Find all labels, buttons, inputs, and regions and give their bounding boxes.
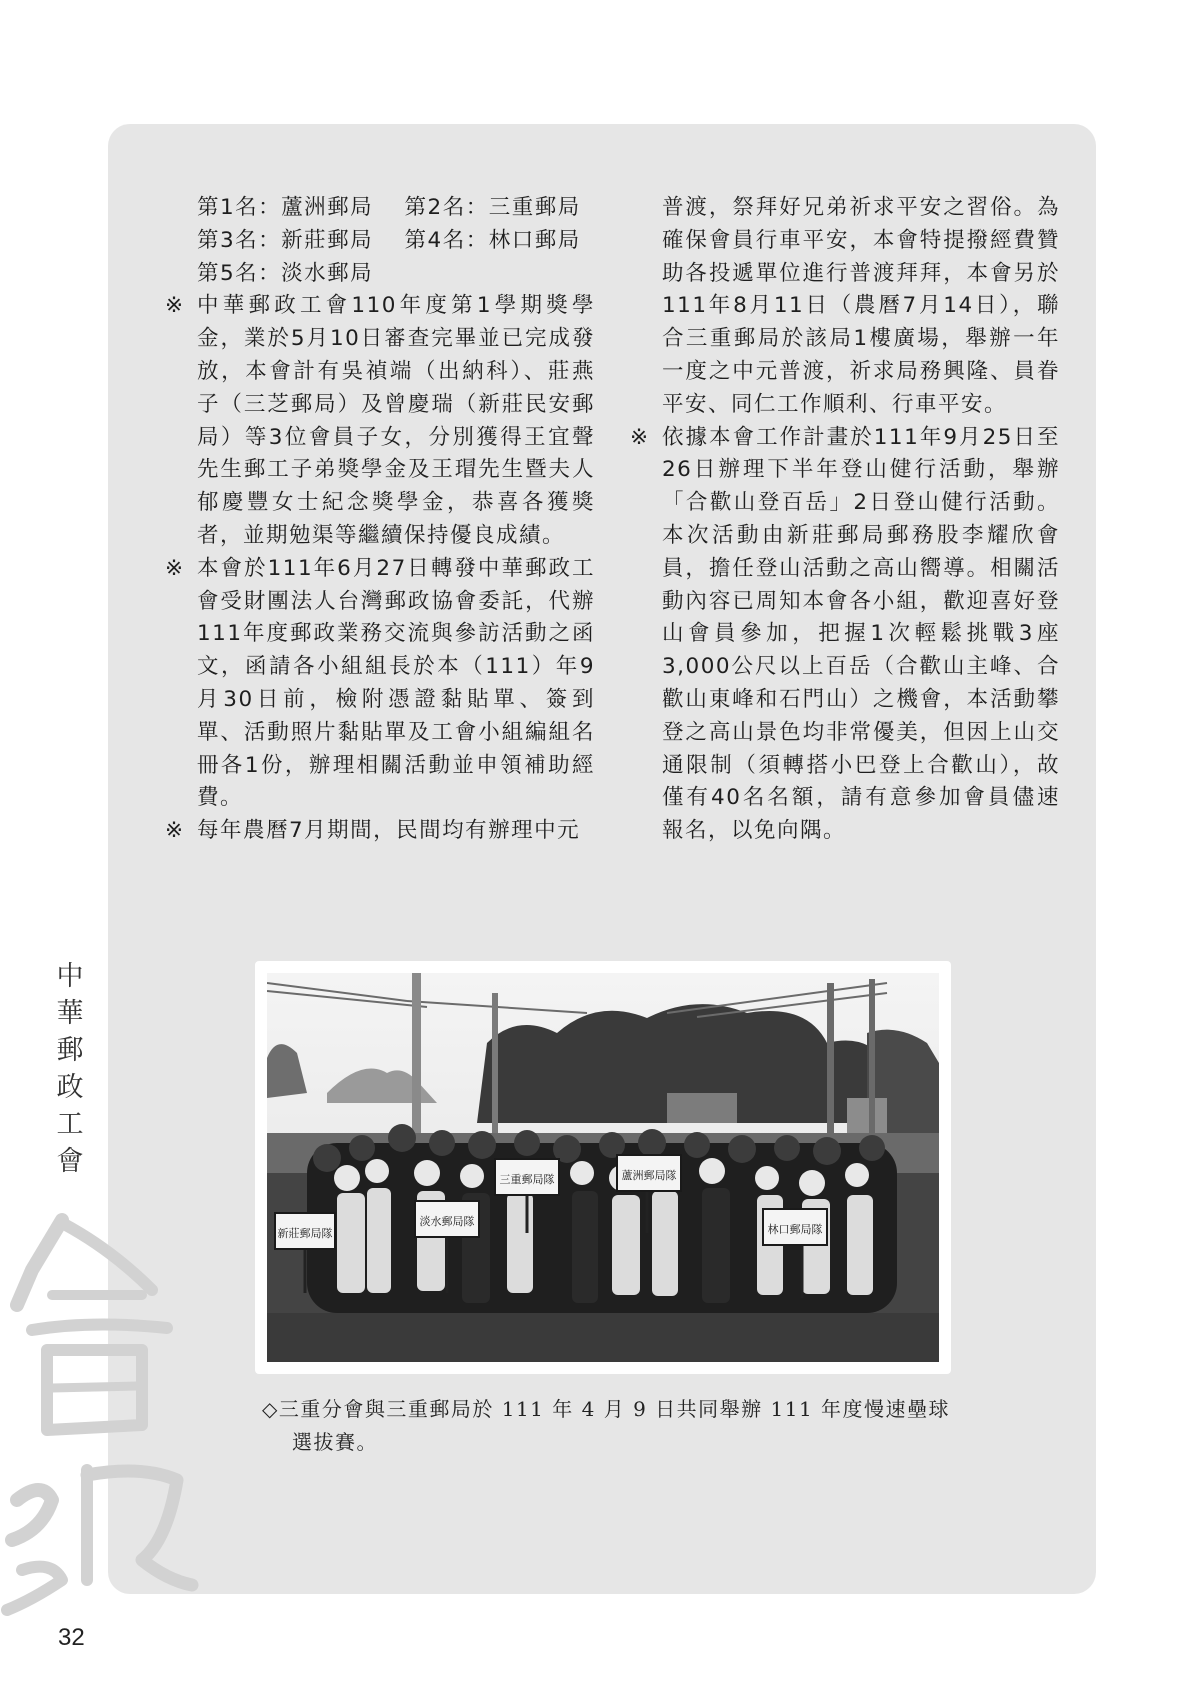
notice-text: 中華郵政工會110年度第1學期獎學金，業於5月10日審查完畢並已完成發放，本會計有吳禎端（出納科）、莊燕子（三芝郵局）及曾慶瑞（新莊民安郵局）等3位會員子女，分別獲得王宜聲先生郵工子弟獎學金及王瑁先生暨夫人郁慶豐女士紀念獎學金，恭喜各獲獎者，並期勉渠等繼續保持優良成績。 — [197, 293, 595, 548]
reference-mark: ※ — [630, 424, 650, 450]
photo-sign-luzhou: 蘆洲郵局隊 — [621, 1169, 677, 1182]
ranking-line-1: 第1名：蘆洲郵局 第2名：三重郵局 — [197, 195, 581, 220]
notice-item-hiking — [630, 422, 1060, 848]
reference-mark: ※ — [165, 555, 185, 581]
photo-sign-linkou: 林口郵局隊 — [767, 1223, 823, 1236]
notice-text: 本會於111年6月27日轉發中華郵政工會受財團法人台灣郵政協會委託，代辦111年度郵政業務交流與參訪活動之函文，函請各小組組長於本（111）年9月30日前，檢附憑證黏貼單、簽到單、活動照片黏貼單及工會小組編組名冊各1份，辦理相關活動並申領補助經費。 — [197, 555, 595, 811]
notice-text: 每年農曆7月期間，民間均有辦理中元 — [197, 818, 581, 844]
photo-sign-sanchong: 三重郵局隊 — [499, 1173, 555, 1186]
reference-mark: ※ — [165, 293, 185, 319]
left-column — [165, 192, 595, 848]
page-number: 32 — [58, 1624, 85, 1651]
ranking-list — [165, 192, 595, 290]
notice-item-ghost-festival — [165, 815, 595, 848]
photo-sign-xinzhuang: 新莊郵局隊 — [277, 1227, 333, 1240]
photo-sign-tamsui: 淡水郵局隊 — [419, 1215, 475, 1228]
photo-caption — [262, 1393, 962, 1459]
softball-team-photo — [267, 973, 939, 1362]
ranking-line-3: 第5名：淡水郵局 — [197, 260, 374, 286]
caption-line-2: 選拔賽。 — [292, 1430, 378, 1454]
watermark-calligraphy — [0, 1200, 202, 1620]
reference-mark: ※ — [165, 818, 185, 844]
side-title: 中華郵政工會 — [56, 961, 84, 1177]
notice-item-scholarship — [165, 290, 595, 552]
notice-continuation: 普渡，祭拜好兄弟祈求平安之習俗。為確保會員行車平安，本會特提撥經費贊助各投遞單位進行普渡拜拜，本會另於111年8月11日（農曆7月14日），聯合三重郵局於該局1樓廣場，舉辦一年一度之中元普渡，祈求局務興隆、員眷平安、同仁工作順利、行車平安。 — [662, 195, 1060, 417]
right-column — [630, 192, 1060, 848]
caption-line-1: ◇三重分會與三重郵局於 111 年 4 月 9 日共同舉辦 111 年度慢速壘球 — [262, 1397, 951, 1421]
ranking-line-2: 第3名：新莊郵局 第4名：林口郵局 — [197, 227, 581, 253]
notice-text: 依據本會工作計畫於111年9月25日至26日辦理下半年登山健行活動，舉辦「合歡山登百岳」2日登山健行活動。本次活動由新莊郵局郵務股李耀欣會員，擔任登山活動之高山嚮導。相關活動內容已周知本會各小組，歡迎喜好登山會員參加，把握1次輕鬆挑戰3座3,000公尺以上百岳（合歡山主峰、合歡山東峰和石門山）之機會，本活動攀登之高山景色均非常優美，但因上山交通限制（須轉搭小巴登上合歡山），故僅有40名名額，請有意參加會員儘速報名，以免向隅。 — [662, 424, 1060, 844]
notice-item-exchange-visit — [165, 553, 595, 815]
